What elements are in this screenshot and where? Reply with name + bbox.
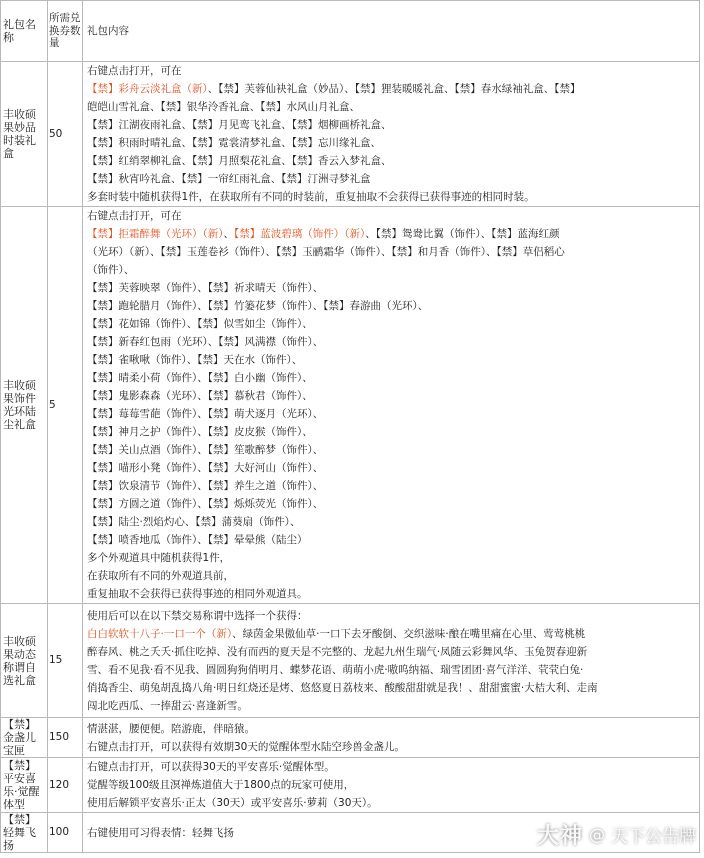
- content-text: （饰件）、: [87, 264, 135, 276]
- content-line: [87, 459, 696, 477]
- content-text: 【禁】陆尘·烈焰灼心、【禁】蒲葵扇（饰件）、: [87, 516, 301, 528]
- content-line: [87, 152, 696, 170]
- voucher-qty-cell: 150: [48, 718, 83, 758]
- content-text: 重复抽取不会获得已获得事迹的相同外观道具。: [87, 588, 308, 600]
- content-line: [87, 261, 696, 279]
- content-text: 【禁】方圆之道（饰件）、【禁】烁烁荧光（饰件）、: [87, 498, 324, 510]
- content-line: [87, 315, 696, 333]
- content-line: [87, 567, 696, 585]
- table-row: [1, 718, 700, 758]
- content-text: 【禁】花如锦（饰件）、【禁】似雪如尘（饰件）、: [87, 318, 313, 330]
- content-text: 【禁】喷香地瓜（饰件）、【禁】晕晕熊（陆尘）: [87, 534, 308, 546]
- highlight-new-item: 白白软软十八子·一口一个（新）: [87, 627, 233, 640]
- content-line: [87, 441, 696, 459]
- voucher-qty-cell: 120: [48, 758, 83, 813]
- content-text: 【禁】红绡翠柳礼盒、【禁】月照梨花礼盒、【禁】香云入梦礼盒、: [87, 155, 392, 167]
- watermark-author: 天下公告牌: [611, 827, 696, 847]
- voucher-qty-cell: 100: [48, 813, 83, 853]
- content-line: [87, 207, 696, 225]
- content-line: [87, 405, 696, 423]
- gift-name-cell: 丰收硕果饰件光环陆尘礼盒: [1, 207, 48, 604]
- table-row: [1, 758, 700, 813]
- voucher-qty-cell: 5: [48, 207, 83, 604]
- gift-content-cell: [83, 813, 700, 853]
- highlight-new-item: 【禁】彩舟云淡礼盒（新）: [87, 83, 208, 95]
- watermark-at: @: [589, 825, 605, 844]
- content-line: [87, 607, 696, 625]
- content-text: 使用后解锁平安喜乐·正太（30天）或平安喜乐·萝莉（30天）。: [87, 797, 378, 809]
- content-line: [87, 333, 696, 351]
- content-line: [87, 643, 696, 661]
- content-text: 闯北吃西瓜、一捧甜云·喜逢新雪。: [87, 699, 248, 712]
- content-text: 皑皑山雪礼盒、【禁】银华泠香礼盒、【禁】水风山月礼盒、: [87, 101, 360, 113]
- content-text: 觉醒等级100级且溟禅炼道值大于1800点的玩家可使用，: [87, 779, 355, 791]
- content-line: [87, 549, 696, 567]
- gift-content-cell: [83, 718, 700, 758]
- gift-content-cell: [83, 207, 700, 604]
- content-text: 右键点击打开，可以获得有效期30天的觉醒体型水陆空珍兽金盏儿。: [87, 740, 405, 753]
- content-text: （光环）（新）、【禁】玉莲卷衫（饰件）、【禁】玉鹂霜华（饰件）、【禁】和月香（饰件）、【禁】草侣稻心: [87, 246, 565, 258]
- content-line: [87, 776, 696, 794]
- content-text: 【禁】晴柔小荷（饰件）、【禁】白小幽（饰件）、: [87, 372, 313, 384]
- content-text: 右键点击打开，可在: [87, 65, 182, 77]
- content-text: 【禁】雀啾啾（饰件）、【禁】天在水（饰件）、: [87, 354, 303, 366]
- gift-content-cell: [83, 758, 700, 813]
- content-line: [87, 423, 696, 441]
- content-text: 、【禁】鸳鸯比翼（饰件）、【禁】蓝海红颜: [365, 228, 560, 240]
- content-text: 醉春风、桃之夭夭·抓住吃掉、没有而西的夏天是不完整的、龙起九州生瑞气·凤随云彩舞风华、玉兔贺春迎新: [87, 645, 588, 658]
- content-line: [87, 98, 696, 116]
- content-line: [87, 679, 696, 697]
- content-text: 雪、看不见我·看不见我、圆圆狗狗俏明月、蝶梦花语、萌萌小虎·嗷呜纳福、瑞雪团团·喜气洋洋、茕茕白兔·: [87, 663, 584, 676]
- content-line: [87, 297, 696, 315]
- header-gift-name: 礼包名称: [1, 1, 48, 62]
- highlight-new-item: 【禁】蓝波碧璃（饰件）（新）: [234, 228, 366, 240]
- header-voucher-qty: 所需兑换券数量: [48, 1, 83, 62]
- voucher-qty-cell: 15: [48, 604, 83, 718]
- voucher-qty-cell: 50: [48, 62, 83, 207]
- content-text: 情湛湛，腰便便。陪游鹿，伴暗猿。: [87, 722, 255, 735]
- content-line: [87, 625, 696, 643]
- gift-content-cell: [83, 62, 700, 207]
- table-row: [1, 604, 700, 718]
- content-line: [87, 243, 696, 261]
- table-header-row: [1, 1, 700, 62]
- content-line: [87, 80, 696, 98]
- gift-name-cell: 【禁】平安喜乐·觉醒体型: [1, 758, 48, 813]
- content-text: 【禁】饮泉清节（饰件）、【禁】养生之道（饰件）、: [87, 480, 324, 492]
- table-row: [1, 813, 700, 853]
- highlight-new-item: 【禁】拒霜醉舞（光环）（新）: [87, 228, 224, 240]
- content-line: [87, 661, 696, 679]
- content-line: [87, 824, 696, 842]
- content-text: 使用后可以在以下禁交易称谓中选择一个获得：: [87, 609, 308, 622]
- content-text: 【禁】新春红包雨（光环）、【禁】风满襟（饰件）、: [87, 336, 324, 348]
- content-line: [87, 279, 696, 297]
- table-row: [1, 62, 700, 207]
- content-line: [87, 697, 696, 715]
- gift-name-cell: 丰收硕果妙品时装礼盒: [1, 62, 48, 207]
- content-line: [87, 134, 696, 152]
- content-line: [87, 531, 696, 549]
- content-text: 、: [223, 228, 234, 240]
- content-line: [87, 188, 696, 206]
- content-text: 【禁】关山点酒（饰件）、【禁】笙歌醉梦（饰件）、: [87, 444, 324, 456]
- content-text: 【禁】鬼影森森（光环）、【禁】慕秋君（饰件）、: [87, 390, 313, 402]
- content-line: [87, 513, 696, 531]
- content-text: 右键点击打开，可以获得30天的平安喜乐·觉醒体型。: [87, 761, 335, 773]
- content-text: 【禁】神月之护（饰件）、【禁】皮皮猴（饰件）、: [87, 426, 313, 438]
- gift-name-cell: 【禁】金盏儿宝匣: [1, 718, 48, 758]
- content-line: [87, 387, 696, 405]
- content-line: [87, 369, 696, 387]
- content-text: 多套时装中随机获得1件，在获取所有不同的时装前，重复抽取不会获得已获得事迹的相同时装。: [87, 191, 535, 203]
- content-line: [87, 495, 696, 513]
- content-text: 右键使用可习得表情：轻舞飞扬: [87, 826, 234, 839]
- content-line: [87, 720, 696, 738]
- content-line: [87, 62, 696, 80]
- content-line: [87, 170, 696, 188]
- content-text: 多个外观道具中随机获得1件，: [87, 552, 231, 564]
- content-line: [87, 351, 696, 369]
- content-text: 【禁】秋宵吟礼盒、【禁】一帘红雨礼盒、【禁】汀洲寻梦礼盒: [87, 173, 371, 185]
- content-text: 【禁】喵形小凳（饰件）、【禁】大好河山（饰件）、: [87, 462, 324, 474]
- content-text: 右键点击打开，可在: [87, 210, 182, 222]
- content-line: [87, 794, 696, 812]
- gift-content-cell: [83, 604, 700, 718]
- content-line: [87, 477, 696, 495]
- content-text: 【禁】芙蓉映翠（饰件）、【禁】祈求晴天（饰件）、: [87, 282, 324, 294]
- content-text: 俏捣香尘、萌兔胡乱捣八角·明日红烧还是烤、悠悠夏日荔枝来、酸酸甜甜就是我！、甜甜蜜蜜·大桔大利、走南: [87, 681, 598, 694]
- content-text: 【禁】跑轮腊月（饰件）、【禁】竹篓花梦（饰件）、【禁】春游曲（光环）、: [87, 300, 429, 312]
- content-text: 【禁】莓莓雪葩（饰件）、【禁】萌犬逐月（光环）、: [87, 408, 324, 420]
- content-text: 、绿茵金果傲仙草·一口下去牙酸倒、交织滋味·酿在嘴里痛在心里、莺莺桃桃: [232, 627, 586, 640]
- table-row: [1, 207, 700, 604]
- content-text: 、【禁】芙蓉仙袂礼盒（妙品）、【禁】狸装暖暖礼盒、【禁】春水绿袖礼盒、【禁】: [207, 83, 581, 95]
- content-line: [87, 225, 696, 243]
- content-line: [87, 116, 696, 134]
- content-text: 在获取所有不同的外观道具前，: [87, 570, 234, 582]
- content-line: [87, 738, 696, 756]
- watermark-brand: 大神: [536, 824, 583, 849]
- gift-name-cell: 【禁】轻舞飞扬: [1, 813, 48, 853]
- header-gift-content: 礼包内容: [83, 1, 700, 62]
- content-line: [87, 585, 696, 603]
- content-line: [87, 758, 696, 776]
- content-text: 【禁】积雨时晴礼盒、【禁】霓裳清梦礼盒、【禁】忘川缘礼盒、: [87, 137, 381, 149]
- content-text: 【禁】江湖夜雨礼盒、【禁】月见鸾飞礼盒、【禁】烟柳画桥礼盒、: [87, 119, 392, 131]
- gift-name-cell: 丰收硕果动态称谓自选礼盒: [1, 604, 48, 718]
